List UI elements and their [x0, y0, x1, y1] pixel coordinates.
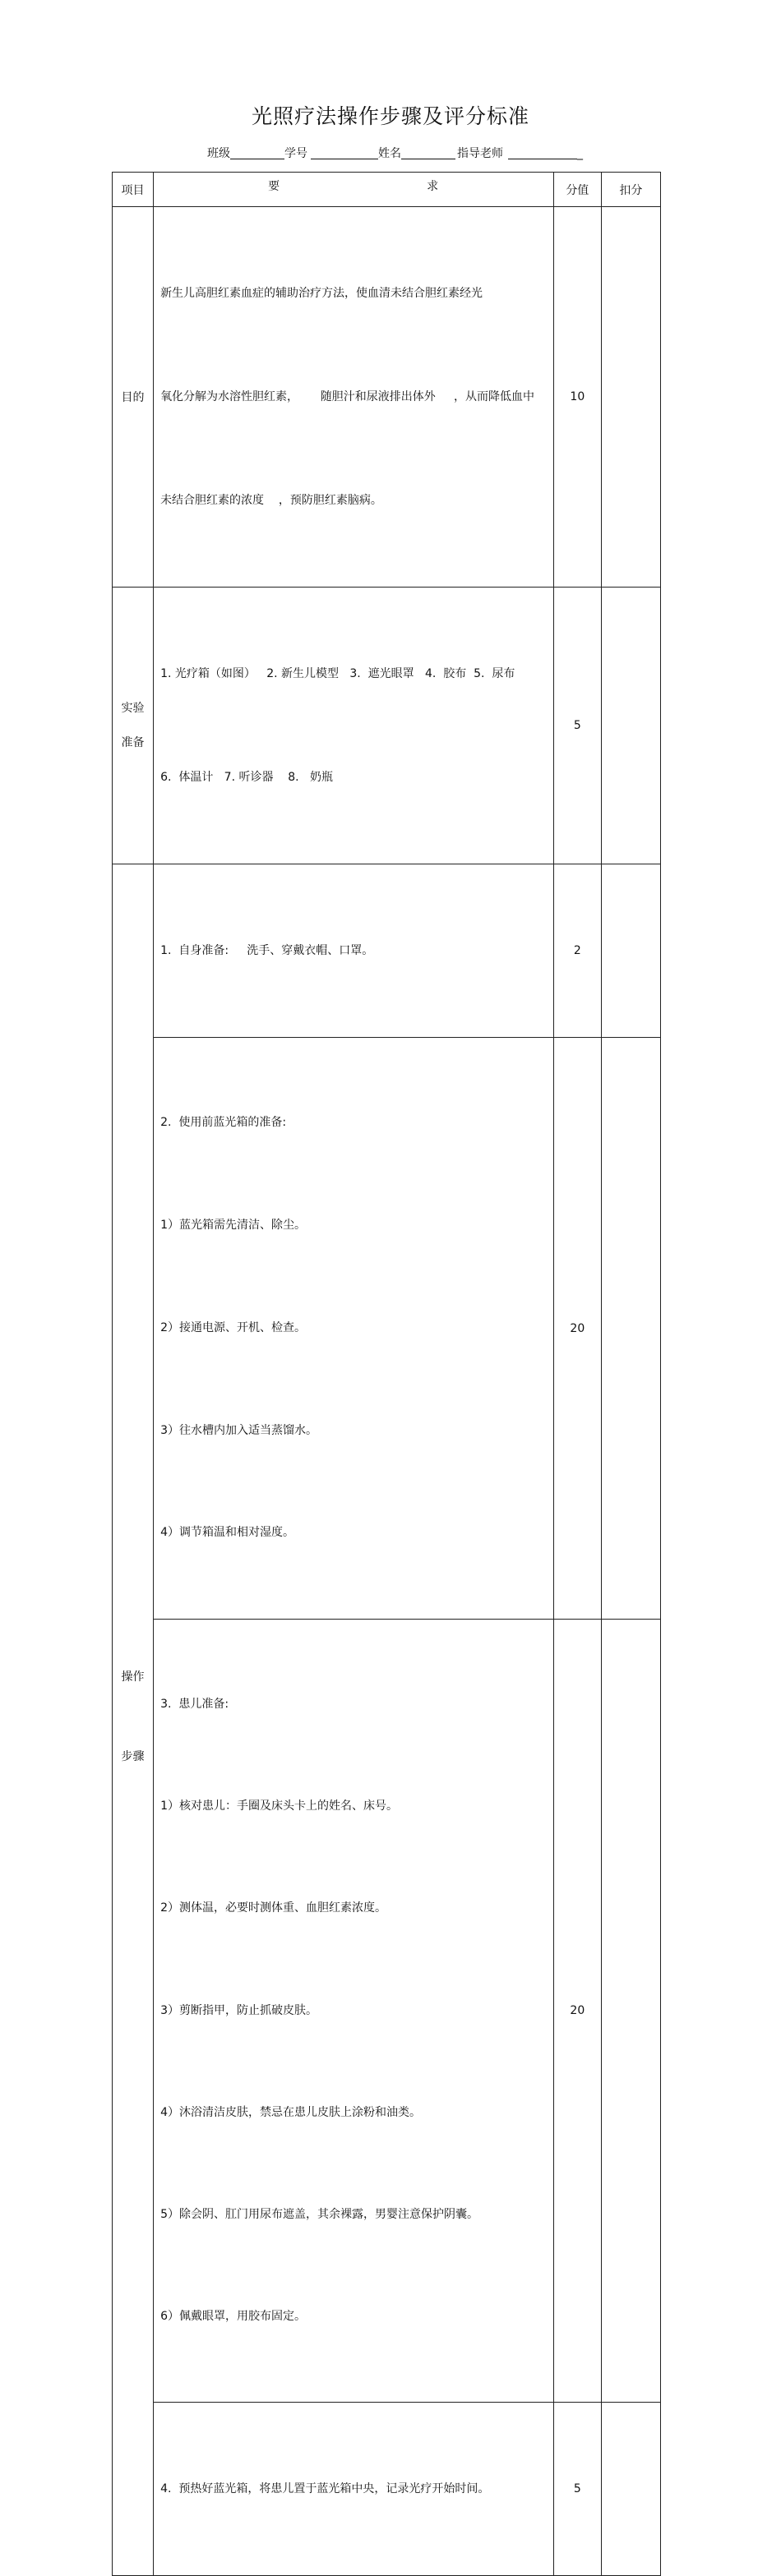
header-row: [113, 173, 661, 207]
purpose-line: 新生儿高胆红素血症的辅助治疗方法，使血清未结合胆红素经光: [160, 287, 483, 300]
purpose-deduct-cell[interactable]: [601, 207, 660, 588]
operation-category: [113, 864, 154, 2576]
step-line: 3）往水槽内加入适当蒸馏水。: [160, 1423, 317, 1437]
class-label: 班级: [207, 147, 230, 160]
operation-category-line: 步骤: [121, 1749, 145, 1763]
step-line: 5）除会阴、肛门用尿布遮盖，其余裸露，男婴注意保护阴囊。: [160, 2208, 478, 2221]
prep-score: 5: [553, 588, 601, 864]
operation-step-4: [154, 2403, 554, 2576]
operation-row-3: [113, 1620, 661, 2403]
header-requirement: [154, 173, 554, 207]
step-line: 3. 患儿准备:: [160, 1697, 229, 1711]
step-line: 1）蓝光箱需先清洁、除尘。: [160, 1218, 306, 1232]
operation-step-1: [154, 864, 554, 1038]
operation-row-4: [113, 2403, 661, 2576]
step-line: 6）佩戴眼罩，用胶布固定。: [160, 2310, 306, 2324]
student-info-line: [207, 145, 583, 161]
teacher-blank: [508, 147, 577, 159]
operation-category-line: 操作: [121, 1670, 145, 1684]
header-deduct: 扣分: [601, 173, 660, 207]
prep-row: [113, 588, 661, 864]
step-1-score: 2: [553, 864, 601, 1038]
scoring-table: [112, 172, 661, 2576]
step-line: 4. 预热好蓝光箱，将患儿置于蓝光箱中央，记录光疗开始时间。: [160, 2482, 490, 2496]
prep-category: [113, 588, 154, 864]
header-score: 分值: [553, 173, 601, 207]
purpose-line: 氧化分解为水溶性胆红素， 随胆汁和尿液排出体外 ，从而降低血中: [160, 390, 535, 403]
operation-step-2: [154, 1038, 554, 1620]
operation-row-2: [113, 1038, 661, 1620]
step-2-deduct-cell[interactable]: [601, 1038, 660, 1620]
prep-deduct-cell[interactable]: [601, 588, 660, 864]
page-title: 光照疗法操作步骤及评分标准: [251, 104, 529, 128]
prep-content: [154, 588, 554, 864]
step-1-deduct-cell[interactable]: [601, 864, 660, 1038]
student-no-blank: [311, 147, 378, 159]
step-line: 1. 自身准备: 洗手、穿戴衣帽、口罩。: [160, 944, 374, 957]
step-4-deduct-cell[interactable]: [601, 2403, 660, 2576]
purpose-score: 10: [553, 207, 601, 588]
purpose-content: [154, 207, 554, 588]
step-line: 2）测体温，必要时测体重、血胆红素浓度。: [160, 1901, 386, 1915]
header-item: 项目: [113, 173, 154, 207]
student-no-label: 学号: [284, 147, 307, 160]
step-line: 4）沐浴清洁皮肤，禁忌在患儿皮肤上涂粉和油类。: [160, 2105, 421, 2119]
step-4-score: 5: [553, 2403, 601, 2576]
name-blank: [401, 147, 455, 159]
step-line: 2）接通电源、开机、检查。: [160, 1320, 306, 1334]
prep-category-line: 准备: [121, 736, 145, 749]
step-line: 1）核对患儿：手圈及床头卡上的姓名、床号。: [160, 1800, 398, 1813]
header-req-right: 求: [427, 180, 439, 193]
class-blank: [230, 147, 284, 159]
teacher-blank-tail: _: [577, 147, 583, 160]
prep-line: 6. 体温计 7. 听诊器 8. 奶瓶: [160, 771, 333, 784]
step-3-deduct-cell[interactable]: [601, 1620, 660, 2403]
step-3-score: 20: [553, 1620, 601, 2403]
step-2-score: 20: [553, 1038, 601, 1620]
operation-row-1: [113, 864, 661, 1038]
step-line: 3）剪断指甲，防止抓破皮肤。: [160, 2003, 317, 2017]
step-line: 4）调节箱温和相对湿度。: [160, 1526, 294, 1540]
prep-line: 1. 光疗箱（如图） 2. 新生儿模型 3. 遮光眼罩 4. 胶布 5. 尿布: [160, 667, 515, 680]
operation-step-3: [154, 1620, 554, 2403]
purpose-line: 未结合胆红素的浓度 ，预防胆红素脑病。: [160, 494, 382, 507]
purpose-row: [113, 207, 661, 588]
purpose-category: 目的: [113, 207, 154, 588]
step-line: 2. 使用前蓝光箱的准备:: [160, 1116, 287, 1130]
header-req-left: 要: [268, 180, 280, 193]
teacher-label: 指导老师: [457, 147, 503, 160]
prep-category-line: 实验: [121, 702, 145, 715]
name-label: 姓名: [378, 147, 401, 160]
